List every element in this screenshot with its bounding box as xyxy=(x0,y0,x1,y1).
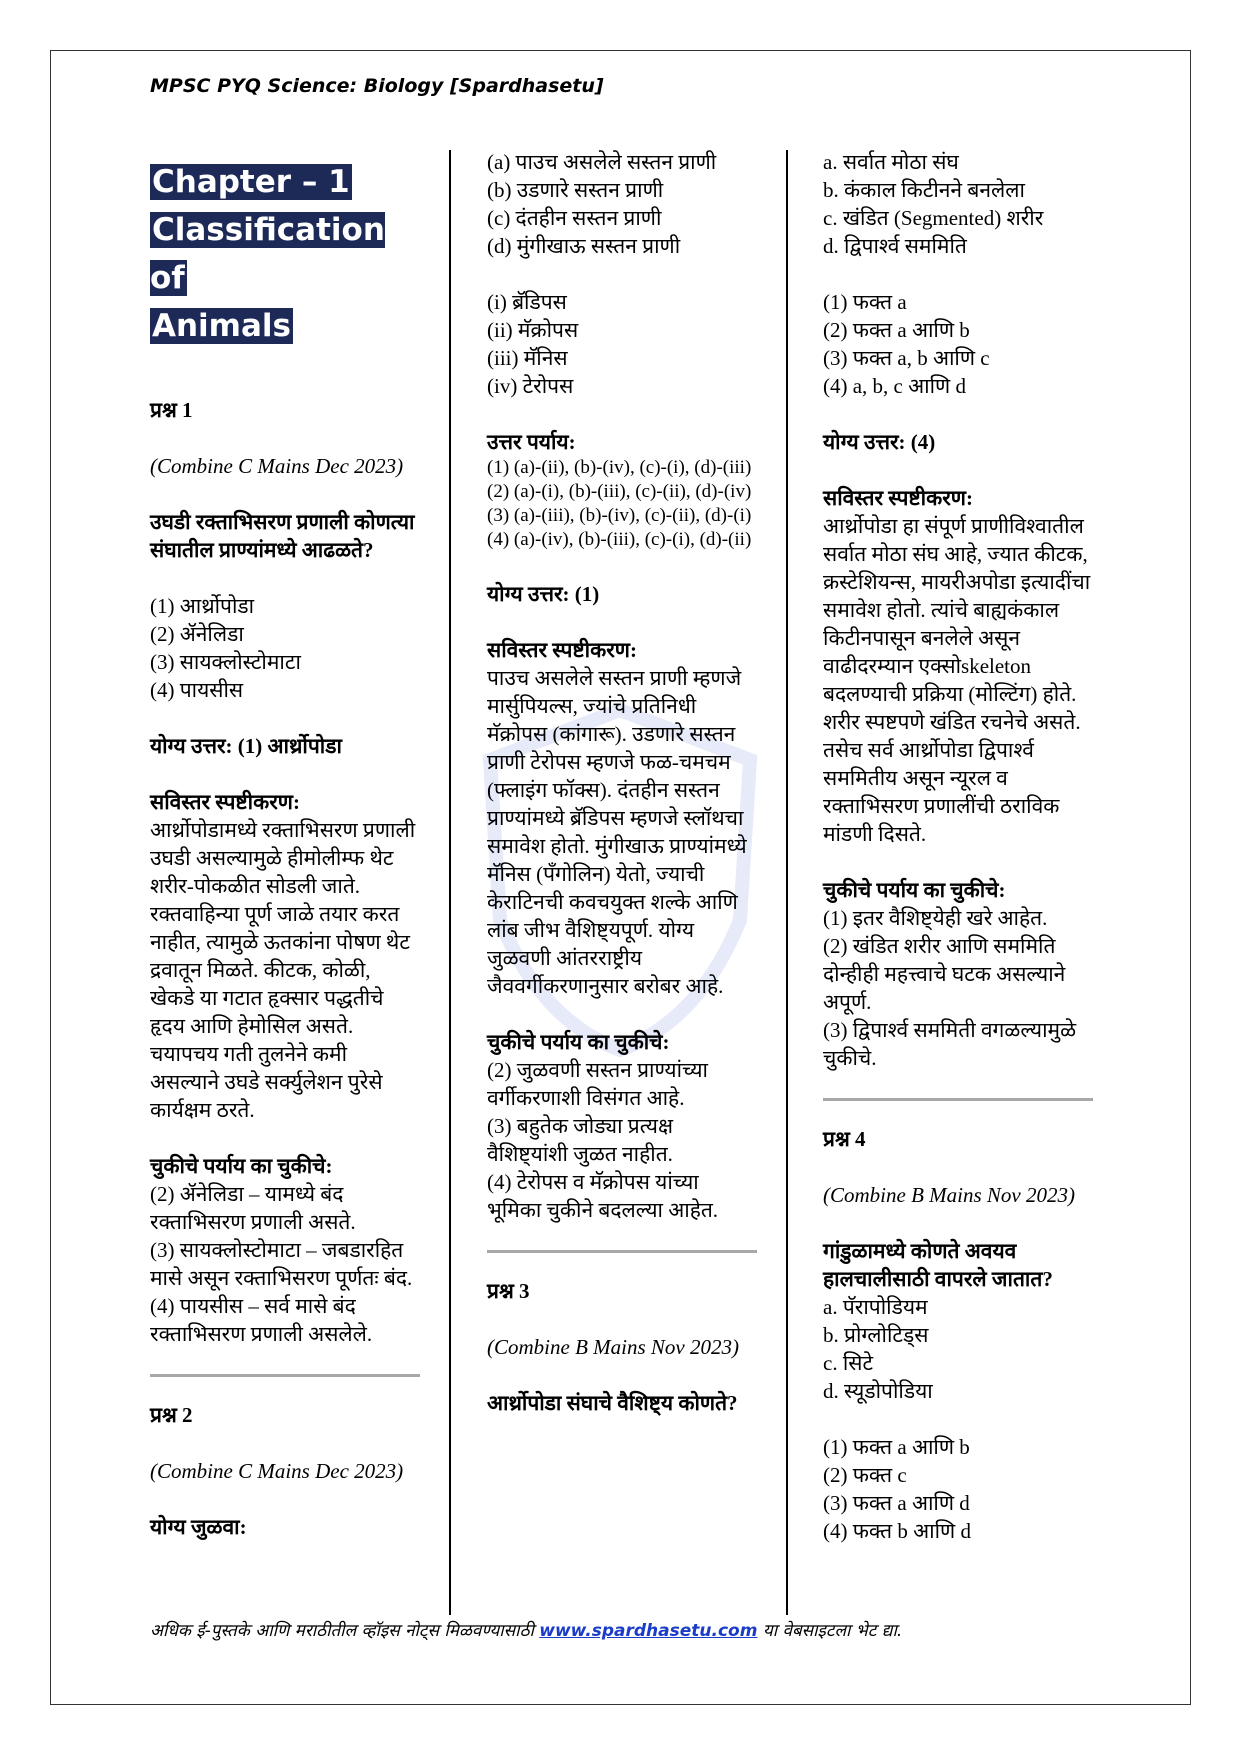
match-item: (ii) मॅक्रोपस xyxy=(487,318,579,342)
statement: b. प्रोग्लोटिड्स xyxy=(823,1323,929,1347)
option: (1) (a)-(ii), (b)-(iv), (c)-(i), (d)-(iii) xyxy=(487,457,752,478)
question-label: प्रश्न 3 xyxy=(487,1279,530,1303)
wrong-option: (2) खंडित शरीर आणि सममिति दोन्हीही महत्त्वाचे घटक असल्याने अपूर्ण. xyxy=(823,934,1066,1014)
explanation-title: सविस्तर स्पष्टीकरण: xyxy=(487,638,637,662)
correct-answer: योग्य उत्तर: (1) xyxy=(487,582,600,606)
question-text: आर्थ्रोपोडा संघाचे वैशिष्ट्य कोणते? xyxy=(487,1391,738,1415)
column-2 xyxy=(487,148,757,1417)
option: (4) (a)-(iv), (b)-(iii), (c)-(i), (d)-(ii) xyxy=(487,529,752,550)
option: (3) (a)-(iii), (b)-(iv), (c)-(ii), (d)-(i) xyxy=(487,505,752,526)
correct-answer: योग्य उत्तर: (4) xyxy=(823,430,936,454)
question-label: प्रश्न 1 xyxy=(150,398,193,422)
wrong-option: (1) इतर वैशिष्ट्येही खरे आहेत. xyxy=(823,906,1048,930)
wrong-option: (3) द्विपार्श्व सममिती वगळल्यामुळे चुकीचे. xyxy=(823,1018,1077,1070)
question-source: (Combine B Mains Nov 2023) xyxy=(823,1183,1075,1207)
option: (1) फक्त a xyxy=(823,290,907,314)
correct-answer: योग्य उत्तर: (1) आर्थ्रोपोडा xyxy=(150,734,342,758)
question-source: (Combine C Mains Dec 2023) xyxy=(150,1459,404,1483)
statement: b. कंकाल किटीनने बनलेला xyxy=(823,178,1025,202)
option: (4) a, b, c आणि d xyxy=(823,374,966,398)
match-item: (d) मुंगीखाऊ सस्तन प्राणी xyxy=(487,234,681,258)
footer-text: अधिक ई-पुस्तके आणि मराठीतील व्हॉइस नोट्स मिळवण्यासाठी xyxy=(150,1621,540,1641)
question-label: प्रश्न 4 xyxy=(823,1127,866,1151)
explanation-title: सविस्तर स्पष्टीकरण: xyxy=(150,790,300,814)
section-divider xyxy=(150,1374,420,1377)
match-item: (c) दंतहीन सस्तन प्राणी xyxy=(487,206,662,230)
column-divider xyxy=(786,150,788,1615)
match-item: (i) ब्रॅडिपस xyxy=(487,290,567,314)
statement: c. सिटे xyxy=(823,1351,874,1375)
option: (4) फक्त b आणि d xyxy=(823,1519,971,1543)
statement: c. खंडित (Segmented) शरीर xyxy=(823,206,1044,230)
option: (2) फक्त a आणि b xyxy=(823,318,970,342)
match-item: (iii) मॅनिस xyxy=(487,346,568,370)
question-text: उघडी रक्ताभिसरण प्रणाली कोणत्या संघातील प्राण्यांमध्ये आढळते? xyxy=(150,510,415,562)
column-divider xyxy=(449,150,451,1615)
wrong-option: (4) पायसीस – सर्व मासे बंद रक्ताभिसरण प्रणाली असलेले. xyxy=(150,1294,373,1346)
column-1 xyxy=(150,150,420,1541)
explanation-text: पाउच असलेले सस्तन प्राणी म्हणजे मार्सुपियल्स, ज्यांचे प्रतिनिधी मॅक्रोपस (कांगारू). उडणारे सस्तन प्राणी टेरोपस म्हणजे फळ-चमचम (फ्लाइंग फॉक्स). दंतहीन सस्तन प्राण्यांमध्ये ब्रॅडिपस म्हणजे स्लॉथचा समावेश होतो. मुंगीखाऊ प्राण्यांमध्ये मॅनिस (पँगोलिन) येतो, ज्याची केराटिनची कवचयुक्त शल्के आणि लांब जीभ वैशिष्ट्यपूर्ण. योग्य जुळवणी आंतरराष्ट्रीय जैववर्गीकरणानुसार बरोबर आहे. xyxy=(487,666,747,998)
wrong-options-title: चुकीचे पर्याय का चुकीचे: xyxy=(150,1154,333,1178)
chapter-title: Chapter – 1 Classification of Animals xyxy=(150,164,385,344)
options-title: उत्तर पर्याय: xyxy=(487,430,576,454)
explanation-text: आर्थ्रोपोडामध्ये रक्ताभिसरण प्रणाली उघडी असल्यामुळे हीमोलीम्फ थेट शरीर-पोकळीत सोडली जाते. रक्तवाहिन्या पूर्ण जाळे तयार करत नाहीत, त्यामुळे ऊतकांना पोषण थेट द्रवातून मिळते. कीटक, कोळी, खेकडे या गटात हृक्सार पद्धतीचे हृदय आणि हेमोसिल असते. चयापचय गती तुलनेने कमी असल्याने उघडे सर्क्युलेशन पुरेसे कार्यक्षम ठरते. xyxy=(150,818,416,1122)
wrong-option: (3) सायक्लोस्टोमाटा – जबडारहित मासे असून रक्ताभिसरण पूर्णतः बंद. xyxy=(150,1238,413,1290)
option: (2) ॲनेलिडा xyxy=(150,622,244,646)
option: (3) सायक्लोस्टोमाटा xyxy=(150,650,301,674)
option: (1) आर्थ्रोपोडा xyxy=(150,594,255,618)
explanation-text: आर्थ्रोपोडा हा संपूर्ण प्राणीविश्वातील सर्वात मोठा संघ आहे, ज्यात कीटक, क्रस्टेशियन्स, मायरीअपोडा इत्यादींचा समावेश होतो. त्यांचे बाह्यकंकाल किटीनपासून बनलेले असून वाढीदरम्यान एक्सोskeleton बदलण्याची प्रक्रिया (मोल्टिंग) होते. शरीर स्पष्टपणे खंडित रचनेचे असते. तसेच सर्व आर्थ्रोपोडा द्विपार्श्व सममितीय असून न्यूरल व रक्ताभिसरण प्रणालींची ठराविक मांडणी दिसते. xyxy=(823,514,1091,846)
question-source: (Combine C Mains Dec 2023) xyxy=(150,454,404,478)
option: (3) फक्त a, b आणि c xyxy=(823,346,990,370)
page-footer xyxy=(150,1618,902,1641)
section-divider xyxy=(487,1250,757,1253)
explanation-title: सविस्तर स्पष्टीकरण: xyxy=(823,486,973,510)
option: (3) फक्त a आणि d xyxy=(823,1491,970,1515)
match-item: (a) पाउच असलेले सस्तन प्राणी xyxy=(487,150,717,174)
question-text: गांडुळामध्ये कोणते अवयव हालचालीसाठी वापरले जातात? xyxy=(823,1239,1053,1291)
wrong-option: (3) बहुतेक जोड्या प्रत्यक्ष वैशिष्ट्यांशी जुळत नाहीत. xyxy=(487,1114,674,1166)
match-item: (iv) टेरोपस xyxy=(487,374,574,398)
page-header: MPSC PYQ Science: Biology [Spardhasetu] xyxy=(150,75,604,97)
column-3 xyxy=(823,148,1093,1545)
section-divider xyxy=(823,1098,1093,1101)
option: (4) पायसीस xyxy=(150,678,244,702)
question-label: प्रश्न 2 xyxy=(150,1403,193,1427)
footer-text: या वेबसाइटला भेट द्या. xyxy=(757,1621,903,1641)
match-item: (b) उडणारे सस्तन प्राणी xyxy=(487,178,664,202)
wrong-options-title: चुकीचे पर्याय का चुकीचे: xyxy=(823,878,1006,902)
option: (2) फक्त c xyxy=(823,1463,907,1487)
statement: a. पॅरापोडियम xyxy=(823,1295,928,1319)
option: (1) फक्त a आणि b xyxy=(823,1435,970,1459)
wrong-option: (2) ॲनेलिडा – यामध्ये बंद रक्ताभिसरण प्रणाली असते. xyxy=(150,1182,356,1234)
statement: a. सर्वात मोठा संघ xyxy=(823,150,959,174)
statement: d. द्विपार्श्व सममिति xyxy=(823,234,967,258)
wrong-option: (2) जुळवणी सस्तन प्राण्यांच्या वर्गीकरणाशी विसंगत आहे. xyxy=(487,1058,708,1110)
option: (2) (a)-(i), (b)-(iii), (c)-(ii), (d)-(iv) xyxy=(487,481,752,502)
wrong-option: (4) टेरोपस व मॅक्रोपस यांच्या भूमिका चुकीने बदलल्या आहेत. xyxy=(487,1170,719,1222)
question-text: योग्य जुळवा: xyxy=(150,1515,247,1539)
statement: d. स्यूडोपोडिया xyxy=(823,1379,933,1403)
wrong-options-title: चुकीचे पर्याय का चुकीचे: xyxy=(487,1030,670,1054)
question-source: (Combine B Mains Nov 2023) xyxy=(487,1335,739,1359)
website-link[interactable]: www.spardhasetu.com xyxy=(539,1621,758,1641)
